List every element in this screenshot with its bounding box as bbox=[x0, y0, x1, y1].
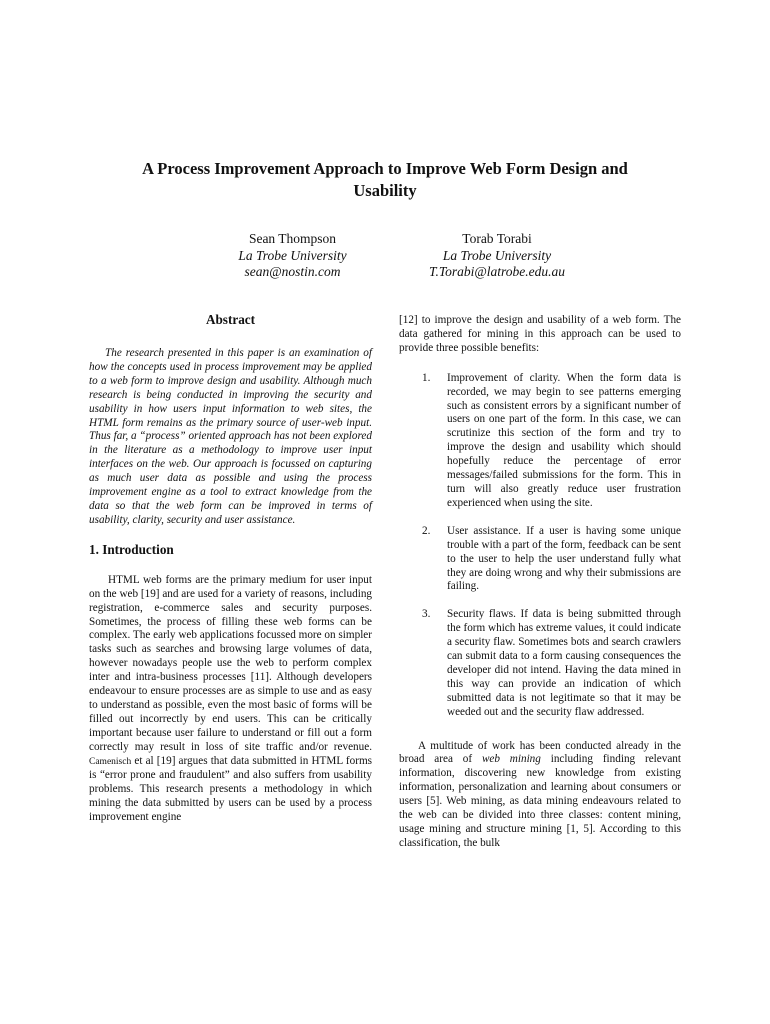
abstract-heading: Abstract bbox=[205, 312, 256, 327]
paper-title: A Process Improvement Approach to Improve Web Form Design and Usability bbox=[142, 159, 628, 200]
right-column bbox=[399, 314, 681, 851]
list-item bbox=[399, 608, 681, 719]
list-item-text: Improvement of clarity. When the form data is recorded, we may begin to see patterns emerging such as consistent errors by a significant number of users on one part of the form. In this case, we can scrutinize this section of the form and try to improve the design and usability which should hopefully reduce the percentage of error messages/failed submissions for the form. This in turn will also greatly reduce user frustration experienced when using the site. bbox=[447, 371, 681, 509]
left-column bbox=[89, 312, 372, 825]
author-name: Sean Thompson bbox=[248, 231, 337, 246]
web-mining-text-part-2: including finding relevant information, discovering new knowledge from existing information, personalization and learning about consumers or users [5]. Web mining, as data mining endeavours related to the web can be divided into three classes: content mining, usage mining and structure mining [1, 5]. According to this classification, the bulk bbox=[399, 753, 681, 849]
web-mining-text-part-1: A multitude of work has been conducted already in the broad area of bbox=[399, 739, 681, 766]
intro-text-part-1: HTML web forms are the primary medium for user input on the web [19] and are used for a variety of reasons, including registration, e-commerce sales and security purposes. Sometimes, the process of filling these web forms can be complex. The early web applications focussed more on simpler tasks such as searches and browsing large volumes of data, however nowadays people use the web to perform complex inter and intra-business processes [11]. Although developers endeavour to ensure processes are as simple to use and as easy to understand as possible, even the most basic of forms will be filled out incorrectly by end users. This can be critically important because user failure to understand or fill out a form correctly may result in loss of site traffic and/or revenue. bbox=[89, 573, 373, 753]
list-item-text: Security flaws. If data is being submitted through the form which has extreme values, it could indicate a security flaw. Sometimes bots and search crawlers can submit data to a form causing consequences the developer did not intend. Having the data mined in this way can provide an indication of which submitted data is not legitimate so that it may be weeded out and the security flaw addressed. bbox=[447, 608, 681, 718]
introduction-heading: 1. Introduction bbox=[89, 541, 174, 557]
author-affiliation: La Trobe University bbox=[442, 247, 552, 263]
continued-paragraph: [12] to improve the design and usability of a web form. The data gathered for mining in this approach can be used to provide three possible benefits: bbox=[399, 314, 681, 354]
list-item bbox=[399, 372, 681, 511]
list-number: 2. bbox=[422, 524, 431, 537]
list-item bbox=[399, 525, 681, 595]
intro-text-part-2: et al [19] argues that data submitted in HTML forms is “error prone and fraudulent” and also suffers from usability problems. This research presents a methodology in which mining the data submitted by users can be used by a process improvement engine bbox=[89, 754, 372, 824]
web-mining-term: web mining bbox=[481, 753, 541, 766]
benefits-list bbox=[399, 372, 681, 720]
author-email: T.Torabi@latrobe.edu.au bbox=[428, 264, 566, 279]
list-item-text: User assistance. If a user is having some unique trouble with a part of the form, feedback can be sent to the user to help the user understand fully what they are doing wrong and why their submissions are failing. bbox=[447, 524, 681, 593]
list-number: 1. bbox=[422, 371, 431, 384]
cited-author-name: Camenisch bbox=[89, 756, 132, 767]
author-block-1 bbox=[200, 231, 385, 281]
author-block-2 bbox=[392, 231, 602, 281]
web-mining-paragraph bbox=[399, 740, 681, 851]
list-number: 3. bbox=[422, 608, 431, 621]
author-email: sean@nostin.com bbox=[244, 264, 341, 279]
author-affiliation: La Trobe University bbox=[238, 247, 347, 263]
author-name: Torab Torabi bbox=[462, 231, 532, 246]
introduction-paragraph bbox=[89, 574, 372, 825]
abstract-text: The research presented in this paper is an examination of how the concepts used in process improvement may be applied to a web form to improve design and usability. Although much research is being conducted in improving the security and usability in how users input information to web sites, the HTML form remains as the primary source of user-web input. Thus far, a “process” oriented approach has not been explored in the literature as a methodology to improve user input interfaces on the web. Our approach is focussed on capturing as much user data as possible and using the process improvement engine as a tool to extract knowledge from the data so that the web form can be improved in terms of usability, clarity, security and user assistance. bbox=[89, 347, 372, 526]
